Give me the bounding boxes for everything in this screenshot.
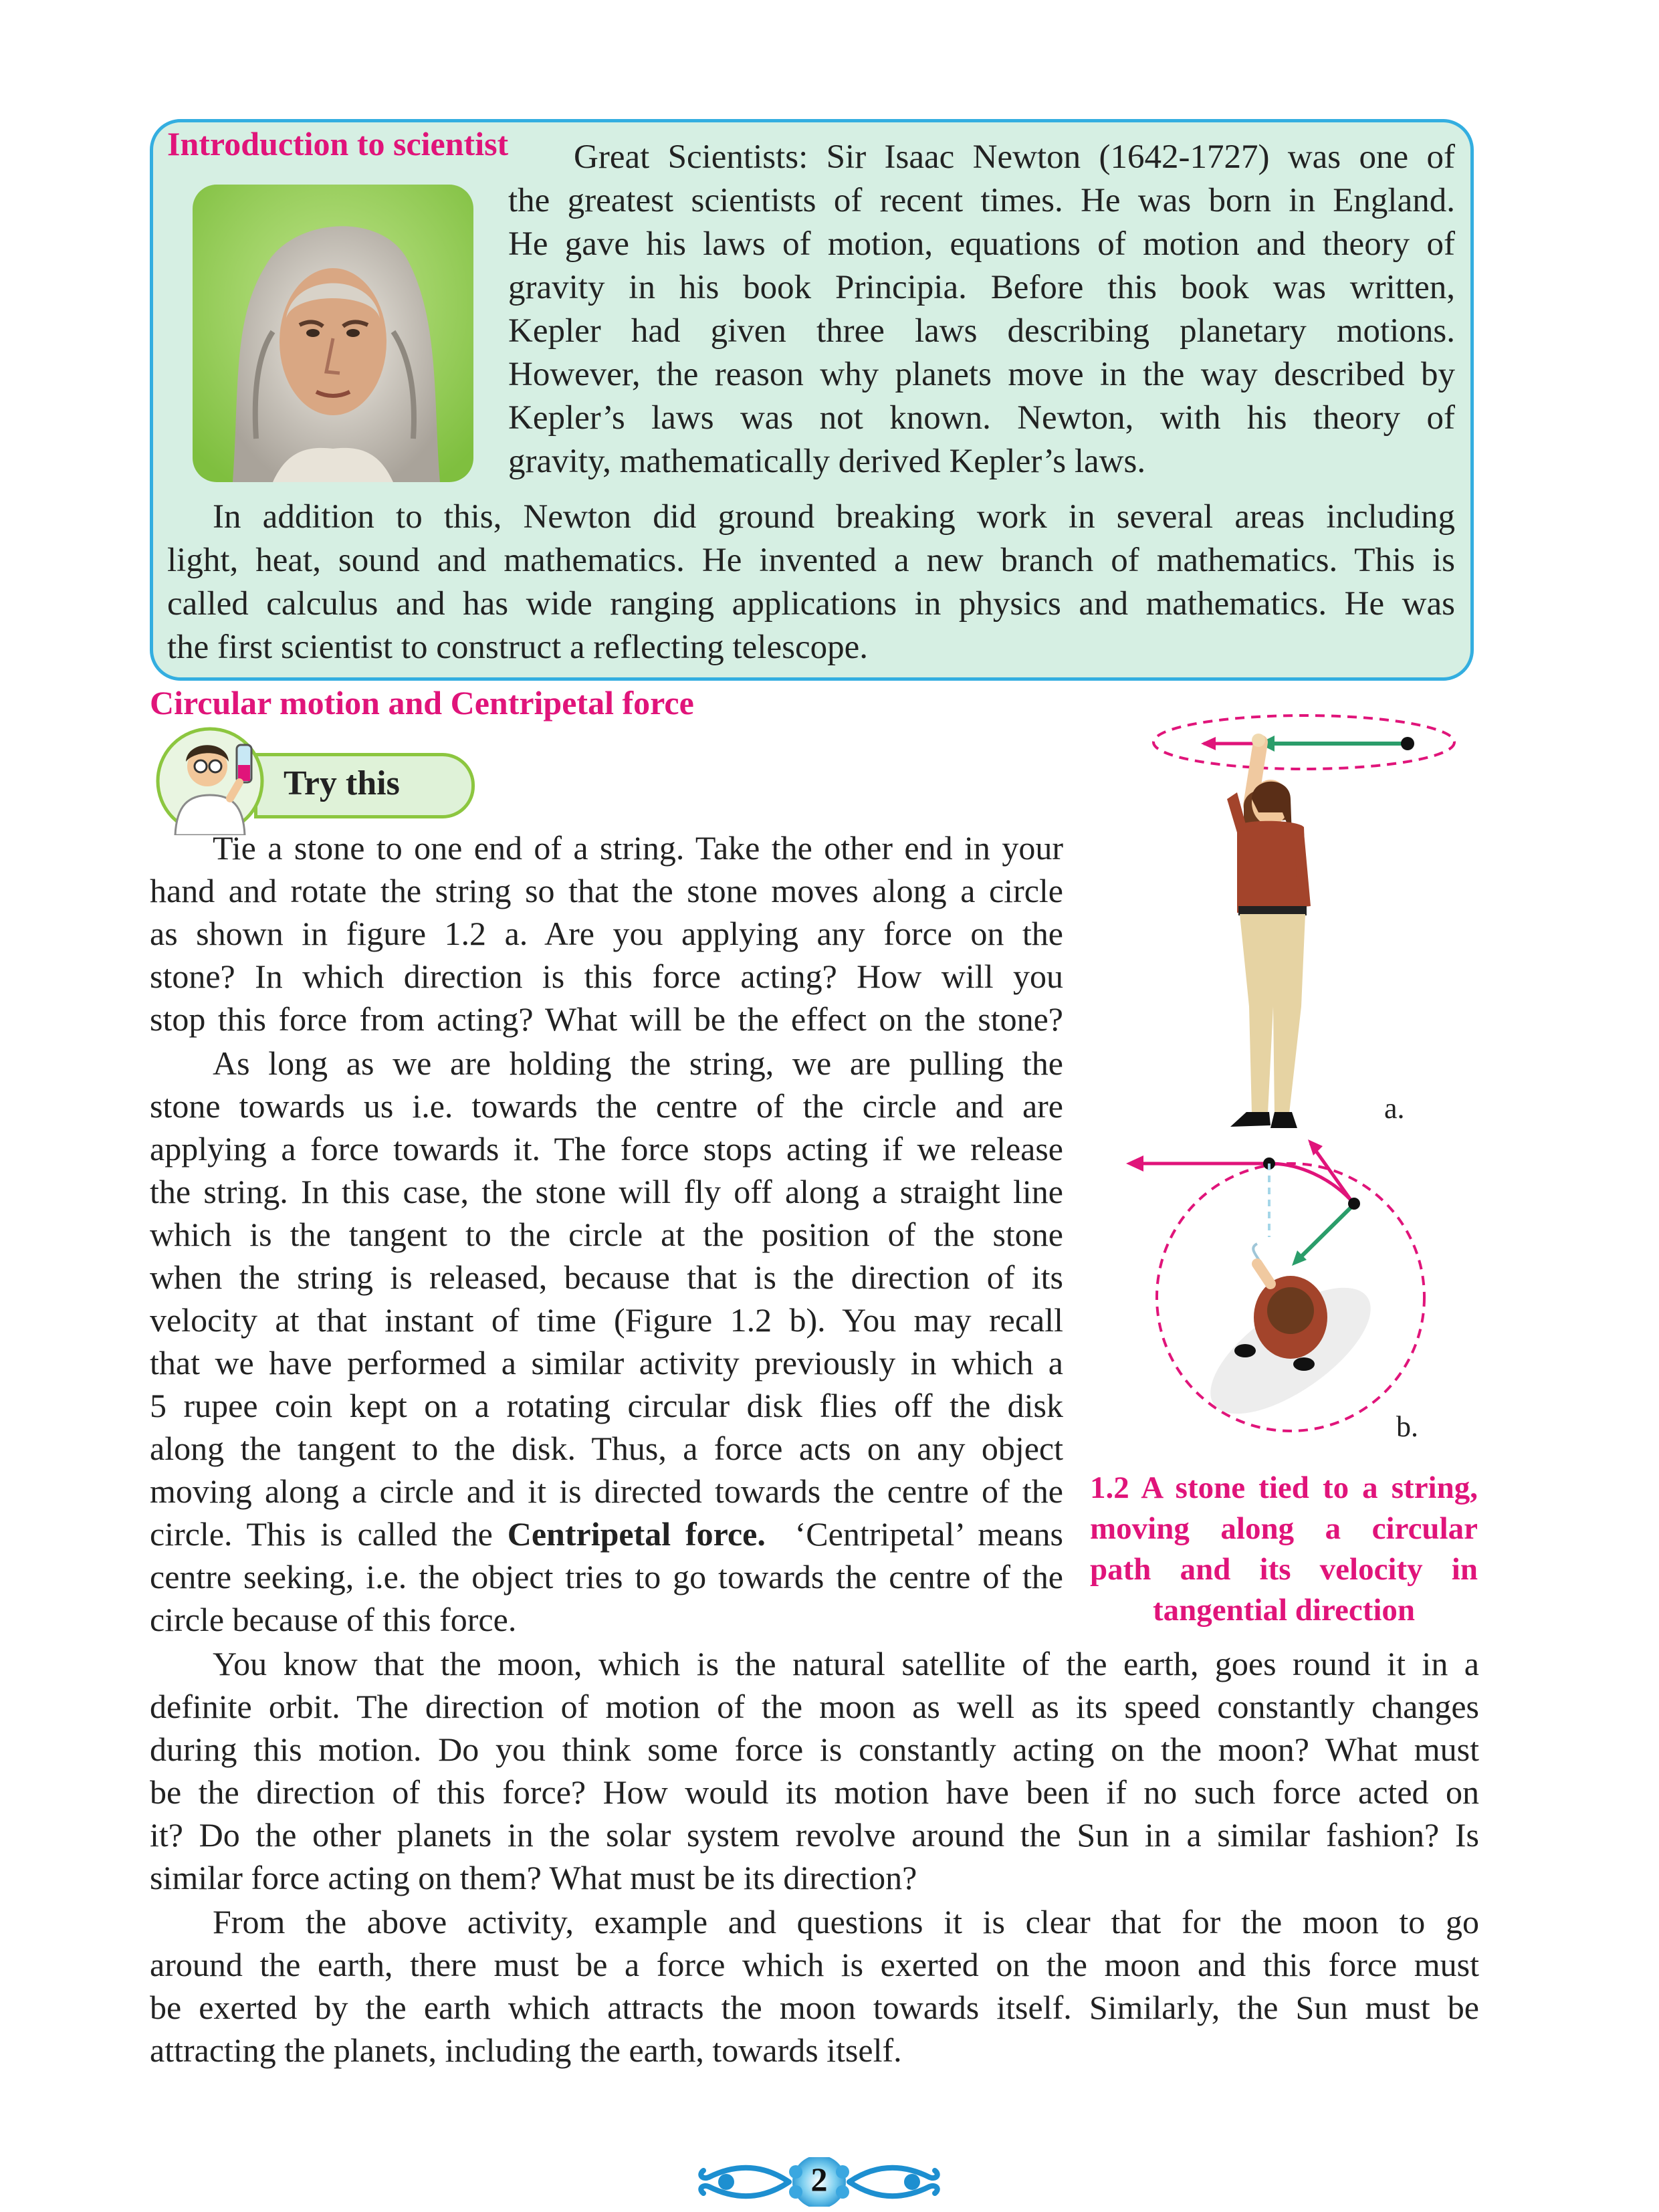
body-line: as shown in figure 1.2 a. Are you applying any force on the: [150, 915, 1063, 952]
scientist-icon: [148, 725, 275, 835]
centripetal-force-term: Centripetal force.: [507, 1515, 766, 1553]
intro-line: However, the reason why planets move in the way described by: [508, 356, 1455, 393]
body-line: moving along a circle and it is directed towards the centre of the: [150, 1472, 1063, 1510]
intro-line: He gave his laws of motion, equations of motion and theory of: [508, 225, 1455, 263]
body-line: when the string is released, because that is the direction of its: [150, 1258, 1063, 1296]
body-line: stone? In which direction is this force acting? How will you: [150, 958, 1063, 995]
intro-line: In addition to this, Newton did ground breaking work in several areas including: [213, 498, 1455, 536]
intro-line: light, heat, sound and mathematics. He invented a new branch of mathematics. This is: [167, 542, 1455, 579]
body-text: circle. This is called the: [150, 1515, 508, 1553]
caption-line: tangential direction: [1152, 1593, 1416, 1628]
intro-line: called calculus and has wide ranging applications in physics and mathematics. He was: [167, 585, 1455, 623]
figure-caption: [1090, 1468, 1478, 1631]
figure-b-label: b.: [1396, 1410, 1418, 1443]
body-line: it? Do the other planets in the solar system revolve around the Sun in a similar fashion? Is: [150, 1816, 1479, 1854]
body-line: attracting the planets, including the earth, towards itself.: [150, 2031, 902, 2069]
body-line: that we have performed a similar activity previously in which a: [150, 1344, 1063, 1381]
intro-line: Kepler had given three laws describing planetary motions.: [508, 312, 1455, 350]
intro-line: the greatest scientists of recent times. He was born in England.: [508, 182, 1455, 219]
intro-line: the first scientist to construct a reflecting telescope.: [167, 629, 868, 666]
page-number: 2: [810, 2161, 828, 2198]
body-line: circle because of this force.: [150, 1601, 517, 1638]
body-line: stone towards us i.e. towards the centre of the circle and are: [150, 1087, 1063, 1125]
intro-line: gravity in his book Principia. Before this book was written,: [508, 269, 1455, 306]
body-text: ‘Centripetal’ means: [765, 1515, 1063, 1553]
intro-heading: Introduction to scientist: [167, 125, 509, 162]
section-heading: Circular motion and Centripetal force: [150, 684, 694, 722]
intro-line: Great Scientists: Sir Isaac Newton (1642-1727) was one of: [574, 138, 1455, 176]
body-line: similar force acting on them? What must be its direction?: [150, 1859, 917, 1896]
caption-line: path and its velocity in: [1090, 1552, 1478, 1587]
body-line: 5 rupee coin kept on a rotating circular disk flies off the disk: [150, 1387, 1063, 1424]
try-this-label: Try this: [284, 764, 400, 802]
figure-a-illustration: [1110, 712, 1491, 1147]
figure-a-label: a.: [1384, 1092, 1405, 1125]
intro-line: Kepler’s laws was not known. Newton, with his theory of: [508, 399, 1455, 437]
body-line: around the earth, there must be a force which is exerted on the moon and this force must: [150, 1946, 1479, 1983]
body-line: definite orbit. The direction of motion of the moon as well as its speed constantly changes: [150, 1688, 1479, 1725]
body-line: From the above activity, example and questions it is clear that for the moon to go: [213, 1903, 1479, 1941]
body-line: velocity at that instant of time (Figure 1.2 b). You may recall: [150, 1301, 1063, 1339]
body-line: You know that the moon, which is the natural satellite of the earth, goes round it in a: [213, 1645, 1479, 1682]
caption-line: 1.2 A stone tied to a string,: [1090, 1470, 1478, 1505]
intro-line: gravity, mathematically derived Kepler’s laws.: [508, 443, 1146, 480]
body-line: be exerted by the earth which attracts the moon towards itself. Similarly, the Sun must be: [150, 1989, 1479, 2026]
newton-portrait: [193, 185, 473, 482]
body-line: centre seeking, i.e. the object tries to go towards the centre of the: [150, 1558, 1063, 1595]
body-line: Tie a stone to one end of a string. Take the other end in your: [213, 829, 1063, 867]
caption-line: moving along a circular: [1090, 1511, 1478, 1546]
body-line: the string. In this case, the stone will fly off along a straight line: [150, 1173, 1063, 1210]
figure-b-illustration: [1097, 1130, 1498, 1444]
body-line: applying a force towards it. The force stops acting if we release: [150, 1130, 1063, 1168]
body-line: hand and rotate the string so that the stone moves along a circle: [150, 872, 1063, 909]
body-line: As long as we are holding the string, we are pulling the: [213, 1044, 1063, 1082]
body-line: be the direction of this force? How would its motion have been if no such force acted on: [150, 1773, 1479, 1811]
body-line: which is the tangent to the circle at the position of the stone: [150, 1216, 1063, 1253]
body-line: during this motion. Do you think some force is constantly acting on the moon? What must: [150, 1731, 1479, 1768]
body-line: [150, 1513, 1063, 1555]
body-line: stop this force from acting? What will be the effect on the stone?: [150, 1000, 1063, 1038]
body-line: along the tangent to the disk. Thus, a force acts on any object: [150, 1430, 1063, 1467]
